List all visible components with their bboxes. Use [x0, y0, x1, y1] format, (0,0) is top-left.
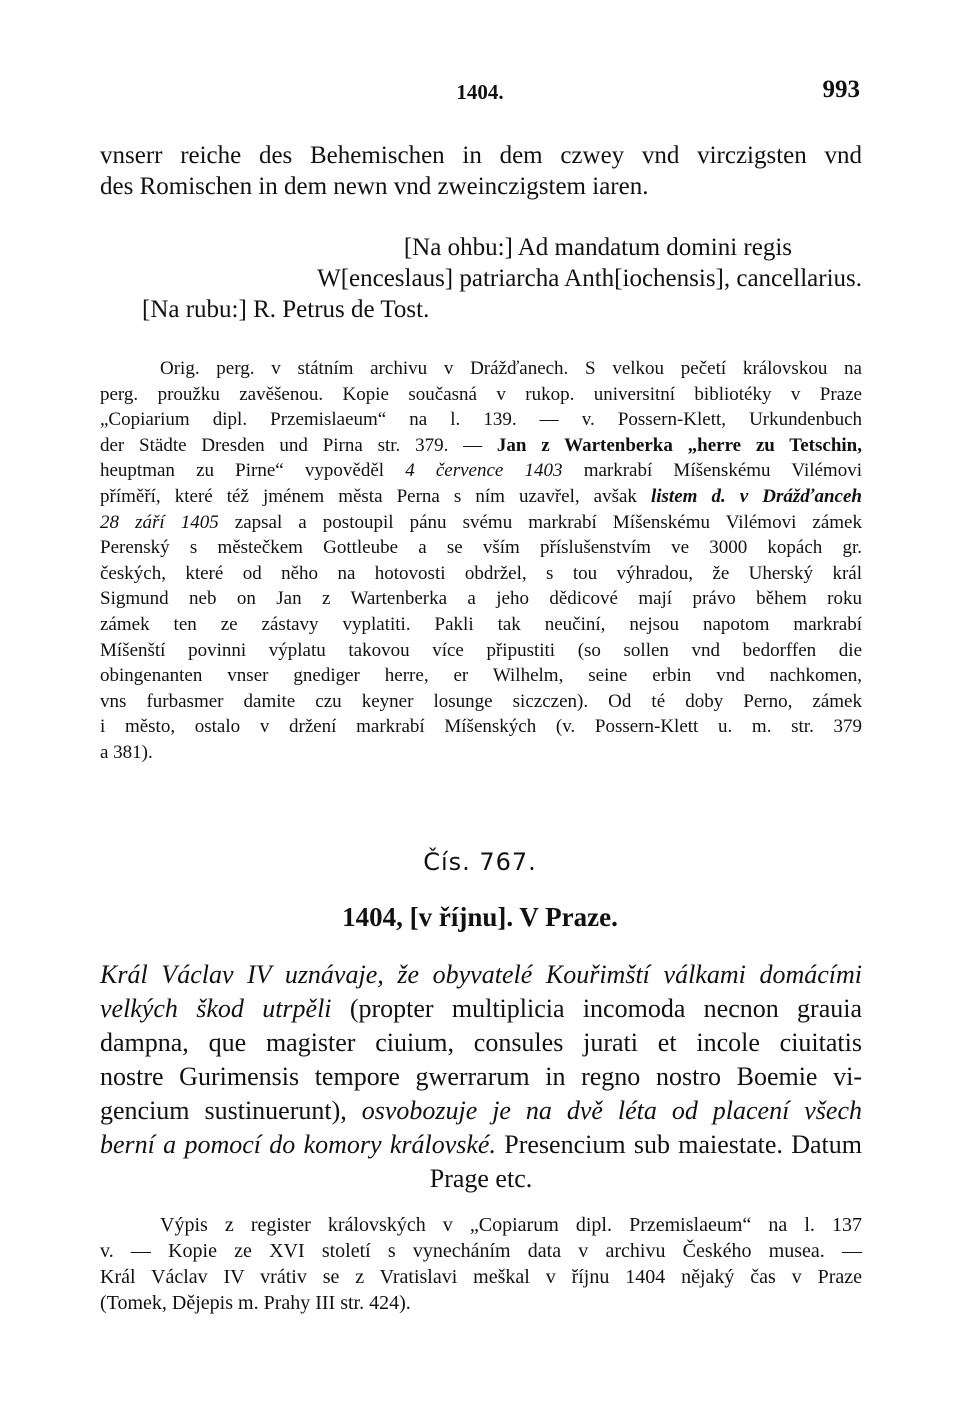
note-line: (Tomek, Dějepis m. Prahy III str. 424). — [100, 1292, 411, 1314]
note-line: 28 září 1405 zapsal a postoupil pánu svému markrabí Míšenskému Vilémovi zámek — [100, 511, 862, 533]
note-line: příměří, které též jménem města Perna s ním uzavřel, avšak listem d. v Drážďanceh — [100, 485, 862, 507]
text-line: vnserr reiche des Behemischen in dem czwey vnd virczigsten vnd — [100, 142, 862, 169]
endorsement-line: [Na ohbu:] Ad mandatum domini regis — [403, 234, 792, 261]
note-line: Sigmund neb on Jan z Wartenberka a jeho dědicové mají právo během roku — [100, 588, 862, 610]
regest-line: berní a pomocí do komory královské. Presencium sub maiestate. Datum — [100, 1130, 862, 1159]
page-number: 993 — [822, 76, 860, 103]
document-heading: 1404, [v říjnu]. V Praze. — [342, 902, 618, 932]
note-line: „Copiarium dipl. Przemislaeum“ na l. 139. — v. Possern-Klett, Urkundenbuch — [100, 409, 862, 431]
note-line: obingenanten vnser gnediger herre, er Wilhelm, seine erbin vnd nachkomen, — [100, 665, 862, 687]
note-line: der Städte Dresden und Pirna str. 379. — Jan z Wartenberka „herre zu Tetschin, — [100, 434, 862, 456]
note-line: a 381). — [100, 741, 153, 763]
endorsement-line: W[enceslaus] patriarcha Anth[iochensis], cancellarius. — [317, 265, 862, 292]
note-line: Výpis z register královských v „Copiarum dipl. Przemislaeum“ na l. 137 — [160, 1214, 862, 1236]
note-line: heuptman zu Pirne“ vypověděl 4 července 1403 markrabí Míšenskému Vilémovi — [100, 460, 862, 482]
regest-line: dampna, que magister ciuium, consules jurati et incole ciuitatis — [100, 1028, 862, 1057]
running-header-year: 1404. — [456, 80, 504, 104]
note-line: Král Václav IV vrátiv se z Vratislavi meškal v říjnu 1404 nějaký čas v Praze — [100, 1266, 862, 1288]
note-line: zámek ten ze zástavy vyplatiti. Pakli tak neučiní, nejsou napotom markrabí — [100, 613, 862, 635]
note-line: perg. proužku zavěšenou. Kopie současná v rukop. universitní bibliotéky v Praze — [100, 383, 862, 405]
note-line: i město, ostalo v držení markrabí Míšenských (v. Possern-Klett u. m. str. 379 — [100, 716, 862, 738]
note-line: v. — Kopie ze XVI století s vynecháním data v archivu Českého musea. — — [100, 1240, 862, 1262]
regest-line: gencium sustinuerunt), osvobozuje je na dvě léta od placení všech — [100, 1096, 862, 1125]
regest-line: velkých škod utrpěli (propter multiplicia incomoda necnon grauia — [100, 994, 863, 1023]
document-number: Čís. 767. — [423, 848, 537, 876]
document-notes — [100, 1212, 862, 1316]
note-line: českých, které od něho na hotovosti obdržel, s tou výhradou, že Uherský král — [100, 562, 862, 584]
note-line: Perenský s městečkem Gottleube a se vším příslušenstvím ve 3000 kopách gr. — [100, 537, 862, 559]
note-line: vns furbasmer damite czu keyner losunge siczczen). Od té doby Perno, zámek — [100, 690, 862, 712]
previous-charter-notes — [100, 356, 862, 766]
document-regest — [100, 958, 862, 1196]
endorsement — [100, 232, 862, 325]
regest-line: nostre Gurimensis tempore gwerrarum in regno nostro Boemie vi- — [100, 1062, 862, 1091]
regest-line: Král Václav IV uznávaje, že obyvatelé Kouřimští válkami domácími — [100, 960, 862, 989]
endorsement-line: [Na rubu:] R. Petrus de Tost. — [142, 296, 430, 323]
note-line: Míšenští povinni výplatu takovou více připustiti (so sollen vnd bedorffen die — [100, 639, 862, 661]
previous-charter-text — [100, 140, 862, 202]
note-line: Orig. perg. v státním archivu v Drážďanech. S velkou pečetí královskou na — [160, 358, 862, 379]
text-line: des Romischen in dem newn vnd zweinczigstem iaren. — [100, 173, 649, 200]
regest-line: Prage etc. — [429, 1164, 533, 1193]
